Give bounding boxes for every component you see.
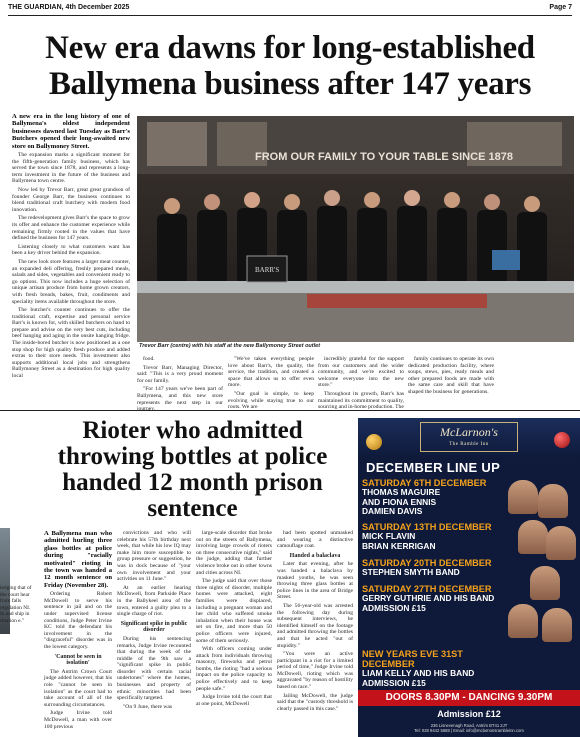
story2-headline: Rioter who admitted throwing bottles at police handed 12 month prison sentence	[57, 417, 328, 522]
event-act: STEPHEN SMYTH BAND	[362, 567, 460, 577]
story1-column-3	[228, 356, 314, 411]
event-act: GERRY GUTHRIE AND HIS BAND	[362, 593, 495, 603]
performer-photo	[508, 604, 538, 638]
headline-line-1: New era dawns for long-established	[45, 30, 535, 66]
event-act: MICK FLAVIN	[362, 531, 416, 541]
story2-lead: A Ballymena man who admitted hurling three glass bottles at police during "racially motivated" rioting in the town was handed a 12 month sentence on Friday (November 28).	[44, 530, 112, 589]
story1-column-2	[137, 356, 223, 413]
paragraph: Listening closely to what customers want has been a key driver behind the expansion.	[12, 243, 130, 257]
paragraph: The redevelopment gives Barr's the space to grow its offer and enhance the customer experience while remaining firmly rooted in the values that have defined the business for 147 years.	[12, 215, 130, 242]
store-staff-photo	[137, 116, 574, 342]
event-block	[362, 558, 512, 578]
paragraph: The butcher's counter continues to offer the traditional craft, expertise and personal service Barr's is known for, with skilled butchers on hand to prepare and advise on the very best cuts, including beef hanging and aging in the onsite hanging fridge. The inside-bored butcher is now positioned as a one stop shop for high quality fresh produce and added extras to their store needs. This investment also supports additional local jobs and strengthens Ballymoney Street as a destination for high quality local	[12, 307, 130, 380]
event-date: SATURDAY 27TH DECEMBER	[362, 584, 492, 594]
event-act: ADMISSION £15	[362, 602, 426, 613]
event-act: THOMAS MAGUIRE	[362, 487, 441, 497]
performer-photo	[530, 566, 560, 600]
performer-photo	[546, 526, 576, 560]
event-act: BRIAN KERRIGAN	[362, 540, 436, 551]
subheading: Significant spike in public disorder	[120, 620, 188, 634]
paragraph: The expansion marks a significant moment for the fifth-generation family business, which has served the town since 1878, and represents a long-term investment in the future of the business and Ballymena town centre.	[12, 152, 130, 185]
paragraph: food.	[143, 356, 155, 362]
event-date: SATURDAY 6TH DECEMBER	[362, 478, 487, 488]
event-block	[362, 584, 512, 613]
paragraph: large-scale disorder that broke out on the streets of Ballymena, involving large crowds of rioters on three consecutive nights," said the judge, adding that further violence broke out in other towns and cities across NI.	[196, 530, 272, 576]
story2-column-4	[277, 530, 353, 735]
paragraph: The Antrim Crown Court judge added however, that his role "cannot be seen in isolation" as the court had to take account of all of the surrounding circumstances.	[44, 668, 112, 708]
advert-title: DECEMBER LINE UP	[366, 460, 501, 475]
performer-photo	[508, 480, 538, 514]
headline-line-2: Ballymena business after 147 years	[48, 66, 532, 102]
subheading: Handed a balaclava	[289, 552, 341, 559]
event-act: AND FIONA ENNIS	[362, 496, 437, 507]
event-block	[362, 478, 512, 517]
paragraph: Trevor Barr, Managing Director, said: "This is a very proud moment for our family.	[137, 364, 223, 384]
subheading: 'Cannot be seen in isolation'	[54, 653, 102, 667]
photo-caption: Trevor Barr (centre) with his staff at the new Ballymoney Street outlet	[139, 343, 321, 349]
section-divider	[0, 410, 580, 411]
paragraph: Judge Irvine told McDowell, a man with over 100 previous	[44, 710, 112, 730]
story1-column-5	[408, 356, 494, 408]
performer-photo	[542, 608, 572, 642]
event-act: LIAM KELLY AND HIS BAND	[362, 668, 475, 678]
venue-address: 236 Lisnevenagh Road, Antrim BT41 2JT	[430, 723, 508, 728]
story1-headline	[12, 30, 568, 102]
event-block	[362, 649, 512, 688]
admission-price: Admission £12	[437, 709, 501, 719]
paragraph: Jailing McDowell, the judge said that the "custody threshold is clearly passed in this case."	[277, 692, 353, 712]
performer-photo	[518, 520, 548, 554]
paragraph: had been spotted unmasked and wearing a distinctive camouflage coat.	[277, 530, 353, 550]
paragraph: With officers coming under attack from individuals throwing masonry, fireworks and petrol bombs, the rioting "had a serious impact on the police capacity to police effectively and to keep people safe."	[196, 646, 272, 692]
paragraph: Ordering Robert McDowell to serve his sentence in jail and on the under supervised license conditions, Judge Peter Irvine KC told the defendant his involvement in the "disgraceful" disorder was in the lowest category.	[44, 591, 112, 650]
paragraph: "We've taken everything people love about Barr's, the quality, the service, the tradition, and created a space that allows us to offer even more.	[228, 356, 314, 389]
photo-illustration	[137, 116, 574, 342]
paragraph: At an earlier hearing McDowell, from Parkside Place in the Ballykeel area of the town, entered a guilty plea to a single charge of riot.	[117, 584, 191, 618]
paragraph: "For 147 years we've been part of Ballymena, and this new store represents the next step in our journey.	[137, 386, 223, 413]
logo-subtitle: The Ramble Inn	[449, 442, 489, 447]
photo-brand-text: BARR'S	[255, 266, 280, 274]
event-block	[362, 522, 512, 551]
paragraph: The 56-year-old was arrested the following day during subsequent interviews, he identified himself on the footage and admitted throwing the bottles and that he acted "out of stupidity."	[277, 602, 353, 649]
paragraph: incredibly grateful for the support from our customers and the wider community, and we're excited to welcome everyone into the new store."	[318, 356, 404, 389]
event-date: SATURDAY 13TH DECEMBER	[362, 522, 492, 532]
story1-column-4	[318, 356, 404, 411]
venue-phone-email: Tel: 028 9442 5688 | Email: info@mclarnonsrambleinn.com	[414, 728, 524, 733]
masthead-page-number: Page 7	[549, 4, 572, 11]
bauble-ornament-icon	[366, 434, 382, 450]
event-date: NEW YEARS EVE 31ST DECEMBER	[362, 649, 463, 669]
performer-photo	[538, 484, 568, 518]
paragraph: "Our goal is simple, to keep evolving while staying true to our roots. We are	[228, 390, 314, 411]
paragraph: Later that evening, after he was handed a balaclava by masked youths, he was seen throwing three glass bottles at police lines in the area of Bridge Street.	[277, 561, 353, 601]
venue-contact	[358, 723, 580, 733]
event-act: DAMIEN DAVIS	[362, 506, 423, 517]
masthead	[8, 4, 572, 16]
bauble-ornament-icon	[554, 432, 570, 448]
story2-column-2	[117, 530, 191, 735]
masthead-paper-date: THE GUARDIAN, 4th December 2025	[8, 4, 130, 11]
paragraph: family continues to operate its own dedicated production facility, where soups, stews, pies, ready meals and other prepared foods are made with the same care and skill that have shaped the business for generations.	[408, 356, 494, 395]
logo-name: McLarnon's	[440, 425, 498, 439]
ramble-inn-logo	[420, 422, 518, 452]
story1-lead: A new era in the long history of one of Ballymena's oldest independent businesses dawned last Tuesday as Barr's Butchers opened their long-awaited new store on Ballymoney Street.	[12, 113, 130, 150]
adjacent-column-fragment: ledging that of the court hear from falls regulation NI. In and ship in rmation e."	[0, 585, 32, 624]
event-act: ADMISSION £15	[362, 677, 426, 688]
story1-column-1	[12, 113, 130, 408]
ramble-inn-advert	[358, 418, 580, 737]
paragraph: During his sentencing remarks, Judge Irvine recounted that during the week of the middle of the 9th saw a "significant spike in public disorder with certain racial undertones" where the homes, businesses and property of ethnic minorities had been specifically targeted.	[117, 635, 191, 702]
paragraph: Now led by Trevor Barr, great great grandson of founder George Barr, the business continues to blend traditional craft butchery with modern food innovation.	[12, 187, 130, 213]
story2-column-1	[44, 530, 112, 735]
doors-time-banner: DOORS 8.30PM - DANCING 9.30PM	[358, 690, 580, 706]
paragraph: "You were an active participant in a riot for a limited period of time," Judge Irvine told McDowell, rioting which was aggravated "by reason of hostility based on race."	[277, 651, 353, 691]
story2-column-3	[196, 530, 272, 735]
event-date: SATURDAY 20TH DECEMBER	[362, 558, 492, 568]
paragraph: Judge Irvine told the court that at one point, McDowell	[196, 694, 272, 707]
paragraph: "On 9 June, there was	[123, 703, 173, 710]
paragraph: Throughout its growth, Barr's has maintained its commitment to quality, sourcing and in-home production. The	[318, 390, 404, 411]
paragraph: convictions and who will celebrate his 57th birthday next week, that while his low IQ may make him more susceptible to group pressure or suggestion, he was in dock because of "your own involvement and your activities on 11 June."	[117, 530, 191, 583]
paragraph: The judge said that over those three nights of disorder, multiple homes were attacked, eight families were displaced, including a pregnant woman and her child who suffered smoke inhalation when their house was set on fire, and more than 50 police officers were injured, some of them seriously.	[196, 578, 272, 644]
paragraph: The new look store features a larger meat counter, an expanded deli offering, freshly prepared meals, salads and sides, vegetables and convenient ready to go options. This now includes a huge selection of unique artisan produce from home grown creators, with fresh breads, bakes, fruit, condiments and speciality items available throughout the store.	[12, 258, 130, 305]
photo-sign-text: FROM OUR FAMILY TO YOUR TABLE SINCE 1878	[255, 151, 513, 163]
